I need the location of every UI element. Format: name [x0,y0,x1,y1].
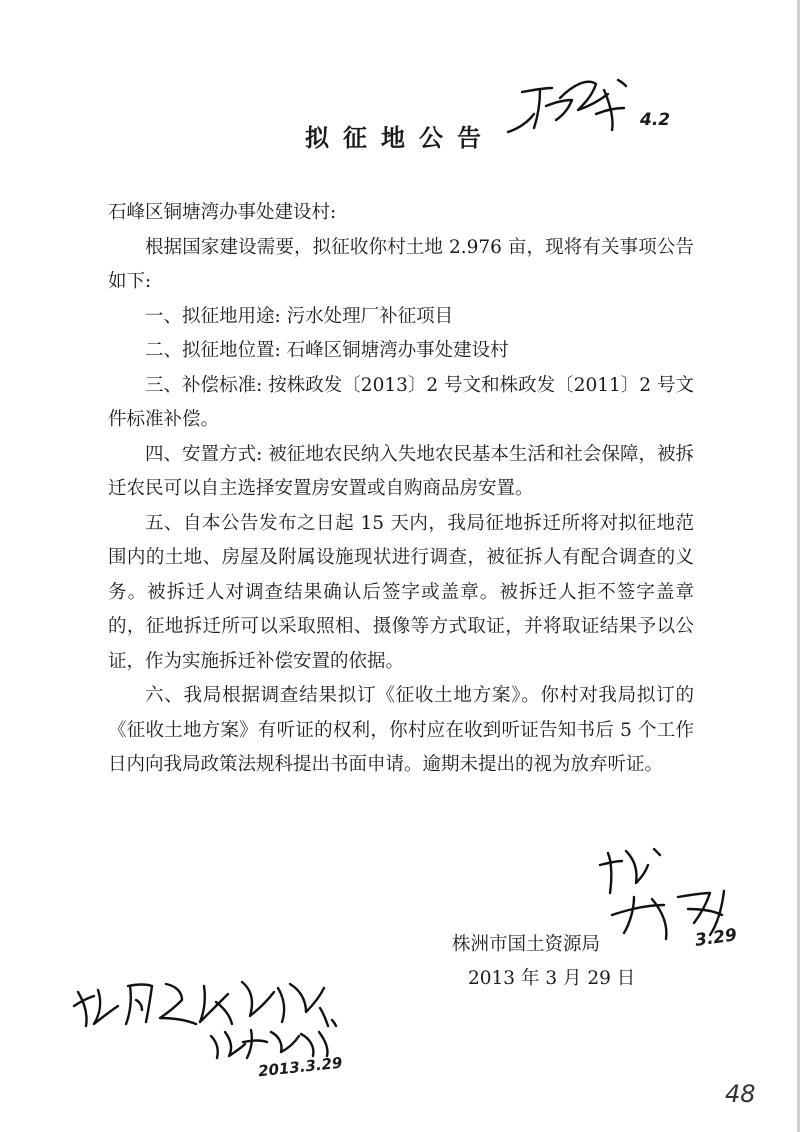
paragraph-hearing: 六、我局根据调查结果拟订《征收土地方案》。你村对我局拟订的《征收土地方案》有听证的权利，你村应在收到听证告知书后 5 个工作日内向我局政策法规科提出书面申请。逾期未提出的视为放弃听证。 [108,685,694,775]
notice-body [108,196,694,783]
signature-date-bottom: 2013.3.29 [257,1053,344,1081]
paragraph-intro: 根据国家建设需要，拟征收你村土地 2.976 亩，现将有关事项公告如下: [108,236,694,292]
signature-date-top: 4.2 [640,110,671,130]
notice-title: 拟征地公告 [305,124,495,152]
issuer-block [452,928,635,996]
paragraph-compensation: 三、补偿标准: 按株政发〔2013〕2 号文和株政发〔2011〕2 号文件标准补偿。 [108,374,694,430]
paragraph-location: 二、拟征地位置: 石峰区铜塘湾办事处建设村 [145,340,509,361]
page-number: 48 [725,1080,756,1108]
addressee: 石峰区铜塘湾办事处建设村: [108,202,337,223]
issue-date: 2013 年 3 月 29 日 [468,968,636,989]
paragraph-resettlement: 四、安置方式: 被征地农民纳入失地农民基本生活和社会保障，被拆迁农民可以自主选择安置房安置或自购商品房安置。 [108,443,694,499]
signature-date-right: 3.29 [693,925,739,951]
issuer-name: 株洲市国土资源局 [452,934,601,955]
paragraph-survey: 五、自本公告发布之日起 15 天内，我局征地拆迁所将对拟征地范围内的土地、房屋及附属设施现状进行调查，被征拆人有配合调查的义务。被拆迁人对调查结果确认后签字或盖章。被拆迁人拒不签字盖章的，征地拆迁所可以采取照相、摄像等方式取证，并将取证结果予以公证，作为实施拆迁补偿安置的依据。 [108,512,694,672]
paragraph-purpose: 一、拟征地用途: 污水处理厂补征项目 [145,305,454,327]
